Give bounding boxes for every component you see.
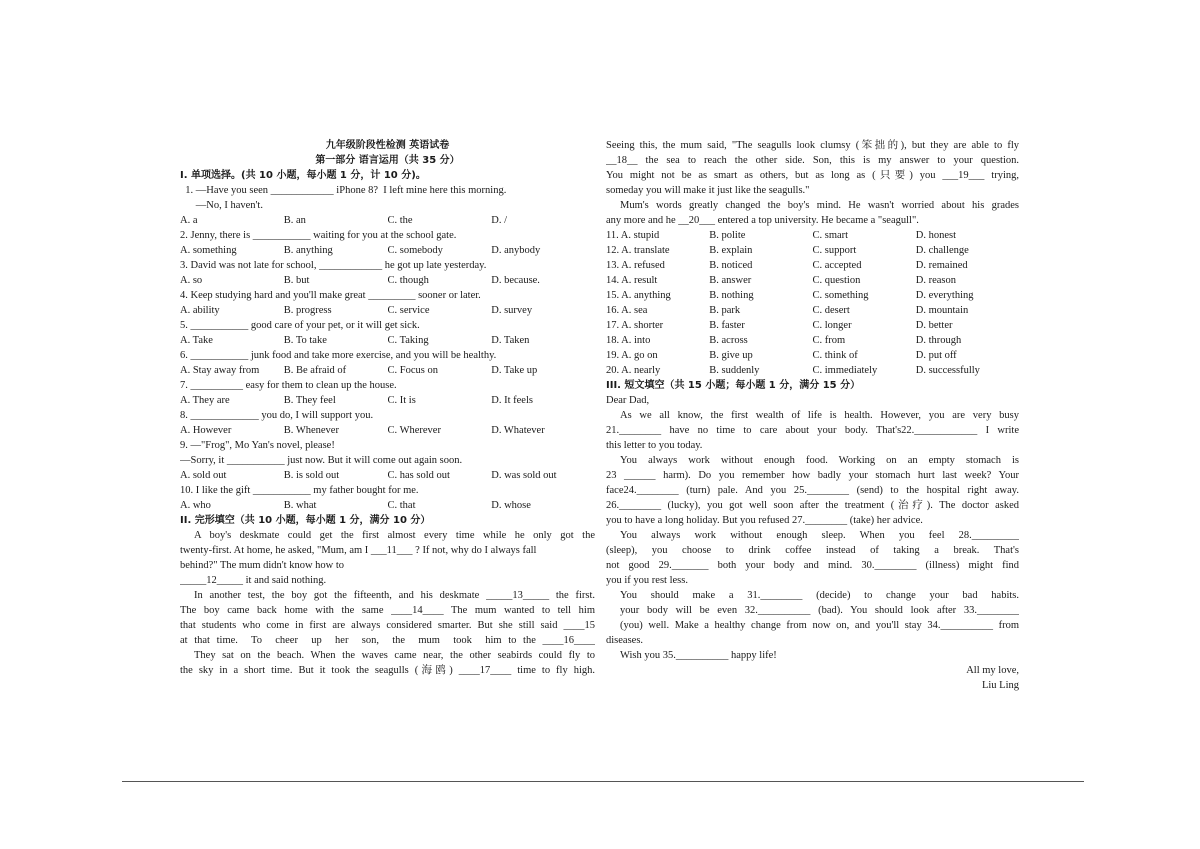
- text-line: You might not be as smart as others, but as long as (只要) you ___19___ trying,: [606, 170, 1019, 181]
- text-line: As we all know, the first wealth of life is health. However, you are very busy: [620, 410, 1019, 421]
- option: C. question: [812, 275, 861, 286]
- option-row: [180, 273, 595, 288]
- option: 11. A. stupid: [606, 230, 660, 241]
- option-row: [606, 318, 1019, 333]
- option: D. better: [915, 320, 953, 331]
- text-line: —Sorry, it ___________ just now. But it will come out again soon.: [180, 455, 463, 466]
- option: A. ability: [180, 305, 220, 316]
- text-line: The boy came back home with the same ____14____ The mum wanted to tell him: [180, 605, 595, 616]
- option-row: [180, 498, 595, 513]
- text-line: any more and he __20___ entered a top university. He became a "seagull".: [606, 215, 919, 226]
- option-row: [180, 468, 595, 483]
- option: D. It feels: [491, 395, 533, 406]
- option-row: [180, 243, 595, 258]
- option: B. what: [283, 500, 317, 511]
- option: D. Taken: [491, 335, 530, 346]
- option: A. so: [180, 275, 203, 286]
- option: C. though: [387, 275, 429, 286]
- option: B. suddenly: [709, 365, 760, 376]
- option-row: [180, 363, 595, 378]
- option: C. Wherever: [387, 425, 441, 436]
- option-row: [606, 258, 1019, 273]
- option-row: [180, 393, 595, 408]
- option: A. who: [180, 500, 211, 511]
- text-line: this letter to you today.: [606, 440, 703, 451]
- option: D. whose: [491, 500, 531, 511]
- option: A. Stay away from: [180, 365, 260, 376]
- text-line: that students who come in first are always considered smarter. But she still said ____15: [180, 620, 595, 631]
- option: C. from: [812, 335, 846, 346]
- option: A. However: [180, 425, 232, 436]
- option: B. To take: [283, 335, 327, 346]
- option: D. Whatever: [491, 425, 545, 436]
- option-row: [606, 333, 1019, 348]
- text-line: 7. __________ easy for them to clean up the house.: [180, 380, 397, 391]
- option: D. because.: [491, 275, 540, 286]
- option: C. It is: [387, 395, 416, 406]
- option: D. mountain: [915, 305, 969, 316]
- option: C. has sold out: [387, 470, 450, 481]
- option: B. Whenever: [283, 425, 339, 436]
- text-line: Wish you 35.__________ happy life!: [620, 650, 777, 661]
- option: A. a: [180, 215, 198, 226]
- option: D. Take up: [491, 365, 538, 376]
- text-line: You always work without enough food. Working on an empty stomach is: [620, 455, 1019, 466]
- option: 12. A. translate: [606, 245, 670, 256]
- option: C. immediately: [812, 365, 878, 376]
- text-line: behind?" The mum didn't know how to: [180, 560, 345, 571]
- option: C. service: [387, 305, 430, 316]
- text-line: —No, I haven't.: [180, 200, 263, 211]
- option-row: [606, 288, 1019, 303]
- option: D. everything: [915, 290, 974, 301]
- option: D. was sold out: [491, 470, 557, 481]
- text-line: at that time. To cheer up her son, the mum took him to the ____16____: [180, 635, 595, 646]
- option: C. Focus on: [387, 365, 438, 376]
- section-heading: III. 短文填空（共 15 小题；每小题 1 分，满分 15 分）: [606, 380, 861, 391]
- option: C. think of: [812, 350, 858, 361]
- option: B. explain: [709, 245, 753, 256]
- option: A. something: [180, 245, 237, 256]
- option: C. accepted: [812, 260, 862, 271]
- option: C. support: [812, 245, 857, 256]
- text-line: _____12_____ it and said nothing.: [180, 575, 327, 586]
- text-line: 2. Jenny, there is ___________ waiting for you at the school gate.: [180, 230, 457, 241]
- option: D. successfully: [915, 365, 980, 376]
- text-line: face24.________ (turn) pale. And you 25.________ (send) to the hospital right away.: [606, 485, 1019, 496]
- text-line: All my love,: [966, 665, 1019, 676]
- text-line: They sat on the beach. When the waves came near, the other seabirds could fly to: [194, 650, 595, 661]
- text-line: You always work without enough sleep. When you feel 28._________: [620, 530, 1019, 541]
- option: B. Be afraid of: [283, 365, 347, 376]
- option: C. the: [387, 215, 413, 226]
- option: A. Take: [180, 335, 213, 346]
- option: D. /: [491, 215, 507, 226]
- option: B. is sold out: [283, 470, 340, 481]
- text-line: 10. I like the gift ___________ my father bought for me.: [180, 485, 419, 496]
- option: C. Taking: [387, 335, 429, 346]
- option: C. somebody: [387, 245, 443, 256]
- option-row: [180, 423, 595, 438]
- option: B. polite: [709, 230, 746, 241]
- footer-rule: [122, 781, 1084, 782]
- option: B. nothing: [709, 290, 754, 301]
- right-column: [606, 138, 1019, 693]
- text-line: you if you rest less.: [606, 575, 688, 586]
- option-row: [180, 333, 595, 348]
- option-row: [606, 303, 1019, 318]
- text-line: (you) well. Make a healthy change from now on, and you'll stay 34.__________ from: [620, 620, 1019, 631]
- option: B. answer: [709, 275, 752, 286]
- option-row: [606, 363, 1019, 378]
- text-line: In another test, the boy got the fifteenth, and his deskmate _____13_____ the first.: [194, 590, 595, 601]
- option-row: [606, 273, 1019, 288]
- text-line: Dear Dad,: [606, 395, 650, 406]
- option: D. anybody: [491, 245, 541, 256]
- page-title: 第一部分 语言运用（共 35 分）: [315, 155, 460, 166]
- text-line: (sleep), you choose to drink coffee instead of taking a break. That's: [606, 545, 1019, 556]
- text-line: 3. David was not late for school, ____________ he got up late yesterday.: [180, 260, 487, 271]
- option: 14. A. result: [606, 275, 658, 286]
- option: B. They feel: [283, 395, 336, 406]
- option: 18. A. into: [606, 335, 651, 346]
- text-line: 1. —Have you seen ____________ iPhone 8? I left mine here this morning.: [180, 185, 507, 196]
- option: B. noticed: [709, 260, 753, 271]
- option-row: [606, 228, 1019, 243]
- option: B. anything: [283, 245, 333, 256]
- option: D. remained: [915, 260, 968, 271]
- option: B. but: [283, 275, 310, 286]
- text-line: 23 ______ harm). Do you remember how badly your stomach hurt last week? Your: [606, 470, 1019, 481]
- text-line: someday you will make it just like the seagulls.": [606, 185, 810, 196]
- option: D. put off: [915, 350, 957, 361]
- option: D. honest: [915, 230, 956, 241]
- text-line: __18__ the sea to reach the other side. Son, this is my answer to your question.: [606, 155, 1019, 166]
- option: C. that: [387, 500, 416, 511]
- section-heading: I. 单项选择。(共 10 小题，每小题 1 分，计 10 分)。: [180, 170, 426, 181]
- page-title: 九年级阶段性检测 英语试卷: [325, 140, 450, 151]
- text-line: 26.________ (lucky), you got well soon after the treatment (治疗). The doctor asked: [606, 500, 1019, 511]
- text-line: A boy's deskmate could get the first almost every time while he only got the: [194, 530, 595, 541]
- option: 13. A. refused: [606, 260, 665, 271]
- text-line: 8. _____________ you do, I will support you.: [180, 410, 374, 421]
- option: 17. A. shorter: [606, 320, 664, 331]
- text-line: twenty-first. At home, he asked, "Mum, am I ___11___ ? If not, why do I always fall: [180, 545, 537, 556]
- text-line: your body will be even 32.__________ (bad). You should look after 33.________: [620, 605, 1019, 616]
- section-heading: II. 完形填空（共 10 小题，每小题 1 分，满分 10 分）: [180, 515, 431, 526]
- option: C. longer: [812, 320, 852, 331]
- option-row: [180, 303, 595, 318]
- option: D. challenge: [915, 245, 969, 256]
- text-line: 6. ___________ junk food and take more exercise, and you will be healthy.: [180, 350, 497, 361]
- text-line: you to have a long holiday. But you refused 27.________ (take) her advice.: [606, 515, 923, 526]
- text-line: 21.________ have no time to care about your body. That's22.____________ I write: [606, 425, 1019, 436]
- option: 15. A. anything: [606, 290, 671, 301]
- option: 16. A. sea: [606, 305, 648, 316]
- text-line: the sky in a short time. But it took the seagulls (海鸥) ____17____ time to fly high.: [180, 665, 595, 676]
- option: D. survey: [491, 305, 533, 316]
- option: B. faster: [709, 320, 745, 331]
- text-line: 9. —"Frog", Mo Yan's novel, please!: [180, 440, 335, 451]
- text-line: Liu Ling: [981, 680, 1019, 691]
- option: B. an: [283, 215, 306, 226]
- option: 19. A. go on: [606, 350, 658, 361]
- left-column: [180, 138, 595, 678]
- option: A. sold out: [180, 470, 227, 481]
- option: D. reason: [915, 275, 956, 286]
- text-line: 5. ___________ good care of your pet, or it will get sick.: [180, 320, 420, 331]
- option: C. desert: [812, 305, 850, 316]
- option-row: [606, 348, 1019, 363]
- option: D. through: [915, 335, 962, 346]
- text-line: 4. Keep studying hard and you'll make great _________ sooner or later.: [180, 290, 481, 301]
- option: A. They are: [180, 395, 230, 406]
- option: B. across: [709, 335, 748, 346]
- option: C. smart: [812, 230, 849, 241]
- option: B. give up: [709, 350, 753, 361]
- text-line: not good 29._______ both your body and mind. 30.________ (illness) might find: [606, 560, 1019, 571]
- option: B. park: [709, 305, 741, 316]
- text-line: Mum's words greatly changed the boy's mind. He wasn't worried about his grades: [620, 200, 1019, 211]
- text-line: You should make a 31.________ (decide) to change your bad habits.: [620, 590, 1019, 601]
- text-line: Seeing this, the mum said, "The seagulls look clumsy (笨拙的), but they are able to fly: [606, 140, 1019, 151]
- option: B. progress: [283, 305, 332, 316]
- option-row: [180, 213, 595, 228]
- option: C. something: [812, 290, 869, 301]
- option-row: [606, 243, 1019, 258]
- option: 20. A. nearly: [606, 365, 661, 376]
- text-line: diseases.: [606, 635, 644, 646]
